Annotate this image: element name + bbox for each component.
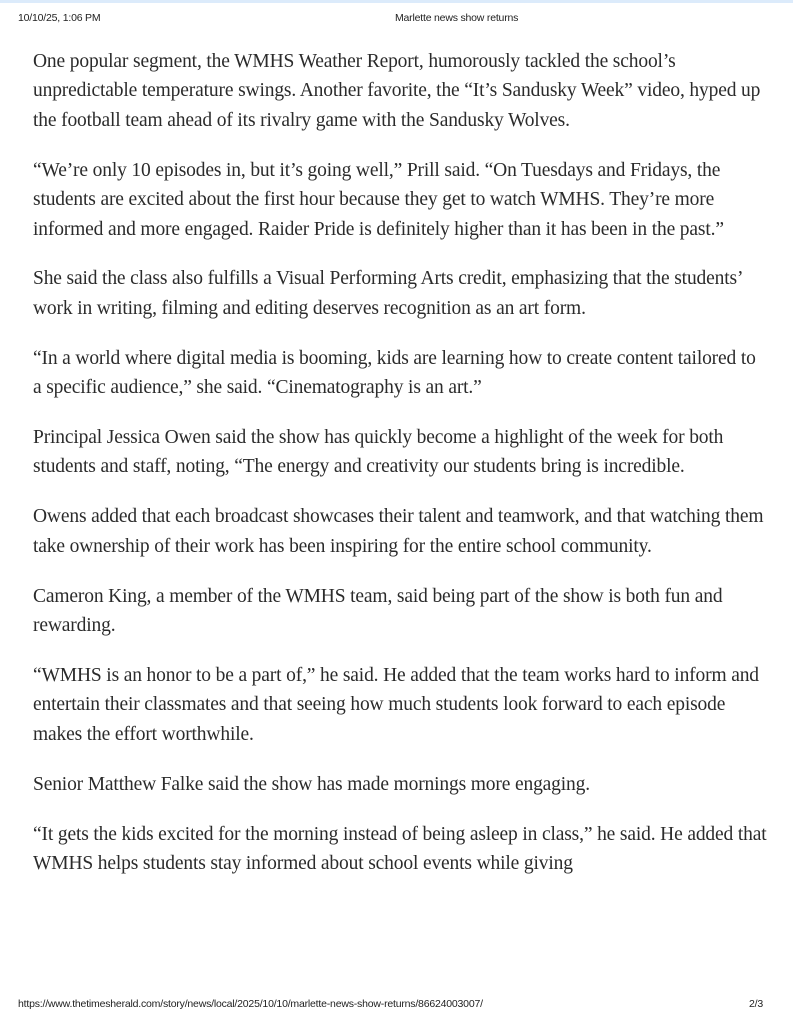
article-paragraph: Owens added that each broadcast showcases their talent and teamwork, and that watching them take ownership of their work has been inspiring for the entire school community. [33, 506, 764, 557]
print-url: https://www.thetimesherald.com/story/news/local/2025/10/10/marlette-news-show-returns/86624003007/ [18, 998, 483, 1010]
article-paragraph: Cameron King, a member of the WMHS team, said being part of the show is both fun and rewarding. [33, 585, 723, 637]
article-body [33, 47, 768, 899]
article-paragraph: One popular segment, the WMHS Weather Report, humorously tackled the school’s unpredictable temperature swings. Another favorite, the “It’s Sandusky Week” video, hyped up the football team ahead of its rivalry game with the Sandusky Wolves. [33, 51, 761, 131]
article-paragraph: “It gets the kids excited for the morning instead of being asleep in class,” he said. He added that WMHS helps students stay informed about school events while giving [33, 823, 767, 875]
page-number: 2/3 [749, 998, 763, 1010]
article-paragraph: Principal Jessica Owen said the show has quickly become a highlight of the week for both students and staff, noting, “The energy and creativity our students bring is incredible. [33, 427, 724, 478]
article-paragraph: “WMHS is an honor to be a part of,” he said. He added that the team works hard to inform and entertain their classmates and that seeing how much students look forward to each episode makes the effort worthwhile. [33, 665, 759, 745]
print-page-title: Marlette news show returns [395, 12, 519, 24]
top-band [0, 0, 793, 3]
article-paragraph: “In a world where digital media is booming, kids are learning how to create content tailored to a specific audience,” she said. “Cinematography is an art.” [33, 347, 756, 399]
print-footer [0, 998, 793, 1012]
print-header [0, 12, 793, 26]
article-paragraph: She said the class also fulfills a Visual Performing Arts credit, emphasizing that the students’ work in writing, filming and editing deserves recognition as an art form. [33, 268, 742, 319]
article-paragraph: Senior Matthew Falke said the show has made mornings more engaging. [33, 773, 590, 795]
print-datetime: 10/10/25, 1:06 PM [18, 12, 101, 24]
article-paragraph: “We’re only 10 episodes in, but it’s going well,” Prill said. “On Tuesdays and Fridays, the students are excited about the first hour because they get to watch WMHS. They’re more informed and more engaged. Raider Pride is definitely higher than it has been in the past.” [33, 159, 724, 240]
